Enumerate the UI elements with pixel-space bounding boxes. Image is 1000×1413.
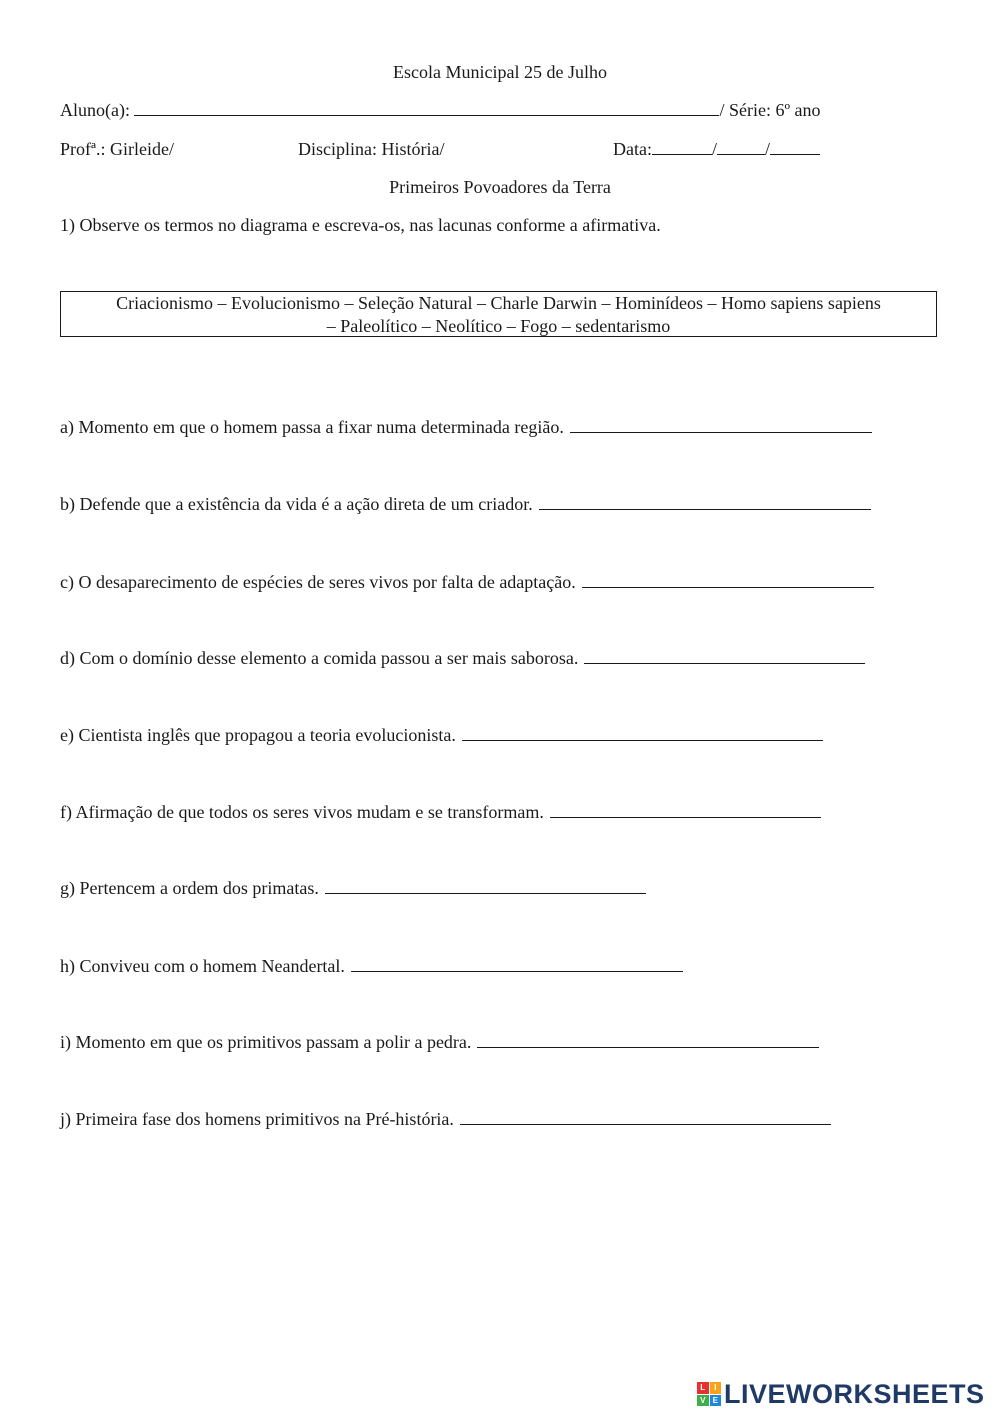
question-text: i) Momento em que os primitivos passam a polir a pedra. bbox=[60, 1032, 472, 1052]
answer-blank-b[interactable] bbox=[539, 494, 871, 510]
question-text: j) Primeira fase dos homens primitivos na Pré-história. bbox=[60, 1109, 454, 1129]
answer-blank-e[interactable] bbox=[462, 725, 823, 741]
question-text: h) Conviveu com o homem Neandertal. bbox=[60, 956, 345, 976]
question-f bbox=[60, 801, 821, 823]
question-d bbox=[60, 647, 865, 669]
date-year-blank[interactable] bbox=[770, 138, 820, 155]
answer-blank-j[interactable] bbox=[460, 1109, 831, 1125]
grade-label: / Série: 6º ano bbox=[719, 100, 821, 120]
liveworksheets-wordmark: LIVEWORKSHEETS bbox=[724, 1378, 985, 1409]
student-row bbox=[60, 99, 821, 121]
question-b bbox=[60, 493, 871, 515]
date-day-blank[interactable] bbox=[652, 138, 712, 155]
student-name-blank[interactable] bbox=[134, 99, 719, 116]
logo-mark-letter: V bbox=[697, 1395, 709, 1407]
liveworksheets-logo[interactable] bbox=[697, 1376, 985, 1412]
answer-blank-g[interactable] bbox=[325, 878, 646, 894]
answer-blank-i[interactable] bbox=[477, 1032, 819, 1048]
student-label: Aluno(a): bbox=[60, 100, 130, 120]
date-label: Data: bbox=[613, 139, 652, 159]
answer-blank-a[interactable] bbox=[570, 417, 872, 433]
subject-label: Disciplina: História/ bbox=[298, 139, 445, 159]
question-text: c) O desaparecimento de espécies de seres vivos por falta de adaptação. bbox=[60, 572, 576, 592]
question-e bbox=[60, 724, 823, 746]
date-separator: / bbox=[711, 139, 717, 159]
logo-mark-letter: E bbox=[710, 1395, 722, 1407]
question-g bbox=[60, 877, 646, 899]
question-text: f) Afirmação de que todos os seres vivos mudam e se transformam. bbox=[60, 802, 544, 822]
date-month-blank[interactable] bbox=[717, 138, 765, 155]
answer-blank-c[interactable] bbox=[582, 572, 874, 588]
word-bank-box bbox=[60, 291, 937, 337]
liveworksheets-mark-icon bbox=[697, 1382, 721, 1406]
answer-blank-d[interactable] bbox=[584, 648, 865, 664]
logo-mark-letter: L bbox=[697, 1382, 709, 1394]
instruction: 1) Observe os termos no diagrama e escreva-os, nas lacunas conforme a afirmativa. bbox=[60, 215, 661, 235]
question-c bbox=[60, 571, 874, 593]
question-a bbox=[60, 416, 872, 438]
question-text: d) Com o domínio desse elemento a comida passou a ser mais saborosa. bbox=[60, 648, 579, 668]
answer-blank-f[interactable] bbox=[550, 802, 821, 818]
date-separator: / bbox=[765, 139, 771, 159]
teacher-label: Profª.: Girleide/ bbox=[60, 139, 174, 159]
date-row bbox=[613, 138, 820, 160]
question-text: a) Momento em que o homem passa a fixar numa determinada região. bbox=[60, 417, 564, 437]
question-h bbox=[60, 955, 683, 977]
question-text: g) Pertencem a ordem dos primatas. bbox=[60, 878, 319, 898]
word-bank-line-1: Criacionismo – Evolucionismo – Seleção Natural – Charle Darwin – Hominídeos – Homo sapiens sapiens bbox=[116, 293, 881, 313]
question-text: e) Cientista inglês que propagou a teoria evolucionista. bbox=[60, 725, 456, 745]
logo-mark-letter: I bbox=[710, 1382, 722, 1394]
word-bank-line-2: – Paleolítico – Neolítico – Fogo – sedentarismo bbox=[326, 316, 671, 336]
worksheet-title: Primeiros Povoadores da Terra bbox=[389, 177, 611, 197]
school-name: Escola Municipal 25 de Julho bbox=[393, 62, 607, 82]
question-text: b) Defende que a existência da vida é a ação direta de um criador. bbox=[60, 494, 533, 514]
answer-blank-h[interactable] bbox=[351, 956, 683, 972]
question-i bbox=[60, 1031, 819, 1053]
question-j bbox=[60, 1108, 831, 1130]
